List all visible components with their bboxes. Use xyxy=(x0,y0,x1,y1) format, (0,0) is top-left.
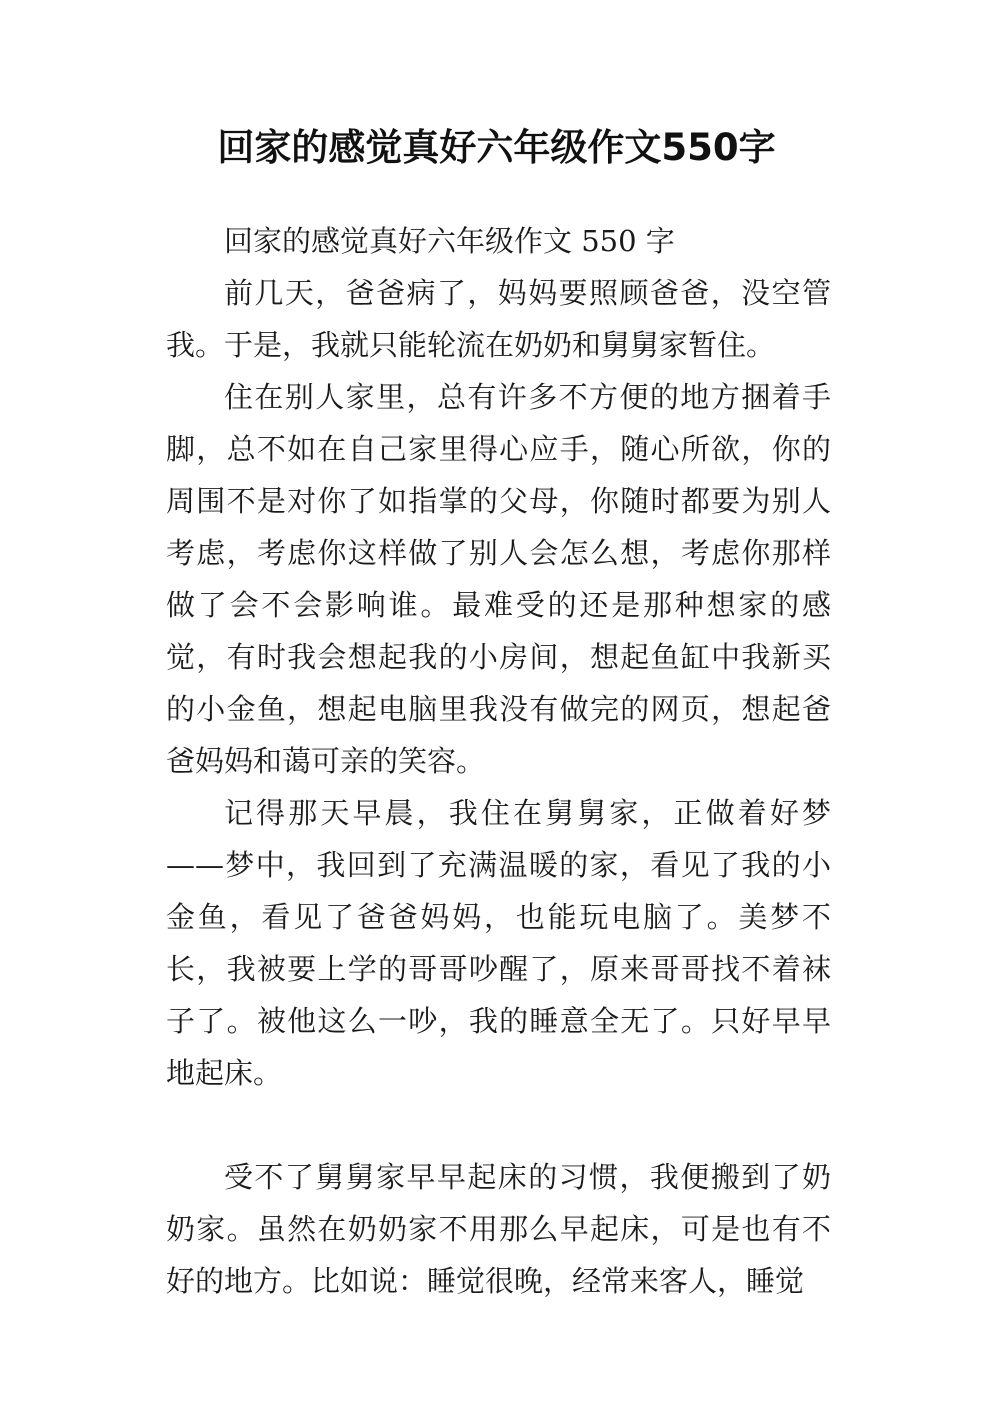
paragraph-subtitle: 回家的感觉真好六年级作文 550 字 xyxy=(224,224,675,258)
paragraph-4: 受不了舅舅家早早起床的习惯，我便搬到了奶奶家。虽然在奶奶家不用那么早起床，可是也有不好的地方。比如说：睡觉很晚，经常来客人，睡觉 xyxy=(166,1160,831,1298)
paragraph-1: 前几天，爸爸病了，妈妈要照顾爸爸，没空管我。于是，我就只能轮流在奶奶和舅舅家暂住。 xyxy=(166,276,831,362)
document-title: 回家的感觉真好六年级作文550字 xyxy=(217,126,776,169)
paragraph-gap xyxy=(166,1099,831,1151)
paragraph-2: 住在别人家里，总有许多不方便的地方捆着手脚，总不如在自己家里得心应手，随心所欲，你的周围不是对你了如指掌的父母，你随时都要为别人考虑，考虑你这样做了别人会怎么想，考虑你那样做了会不会影响谁。最难受的还是那种想家的感觉，有时我会想起我的小房间，想起鱼缸中我新买的小金鱼，想起电脑里我没有做完的网页，想起爸爸妈妈和蔼可亲的笑容。 xyxy=(166,380,831,778)
paragraph-3: 记得那天早晨，我住在舅舅家，正做着好梦——梦中，我回到了充满温暖的家，看见了我的小金鱼，看见了爸爸妈妈，也能玩电脑了。美梦不长，我被要上学的哥哥吵醒了，原来哥哥找不着袜子了。被他这么一吵，我的睡意全无了。只好早早地起床。 xyxy=(166,796,831,1090)
document-body xyxy=(166,215,831,1307)
